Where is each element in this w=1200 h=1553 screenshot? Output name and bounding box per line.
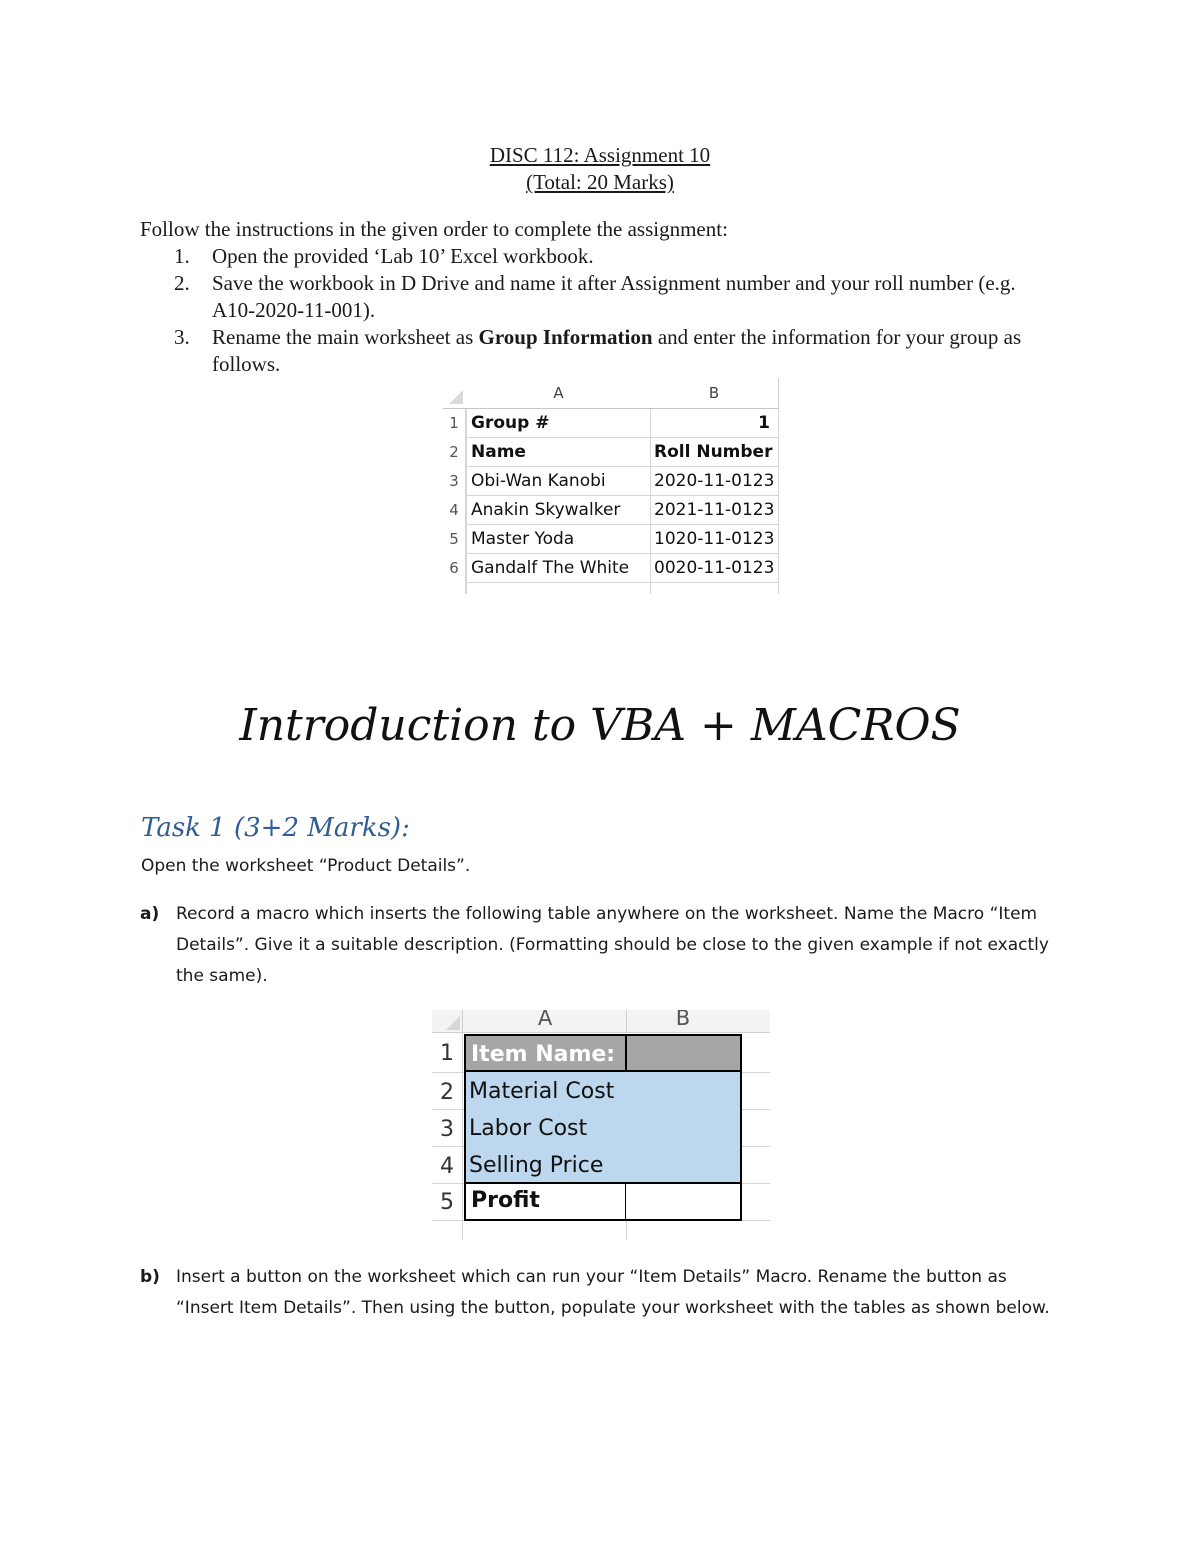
column-header-a: A bbox=[464, 1010, 627, 1032]
column-header-b: B bbox=[675, 1010, 691, 1030]
list-number: 2. bbox=[174, 271, 190, 295]
row-number: 1 bbox=[443, 409, 467, 438]
material-cost-cell: Material Cost bbox=[469, 1079, 615, 1104]
labor-cost-cell: Labor Cost bbox=[469, 1116, 588, 1141]
row-number: 4 bbox=[440, 1154, 454, 1179]
part-label: b) bbox=[140, 1267, 160, 1287]
table-row-partial bbox=[443, 583, 788, 594]
list-item bbox=[140, 270, 1050, 324]
table-row bbox=[443, 438, 788, 467]
part-label: a) bbox=[140, 904, 160, 924]
cell-a: Name bbox=[467, 438, 651, 467]
row-number: 3 bbox=[440, 1117, 454, 1142]
list-text-before: Rename the main worksheet as bbox=[212, 325, 479, 349]
list-item bbox=[140, 243, 1050, 270]
row-number bbox=[443, 583, 467, 594]
cell-a: Obi-Wan Kanobi bbox=[467, 467, 651, 496]
cell-a: Group # bbox=[467, 409, 651, 438]
cell-a bbox=[467, 583, 651, 594]
list-text: Save the workbook in D Drive and name it after Assignment number and your roll number (e.g. A10-2020-11-001). bbox=[212, 271, 1016, 322]
table-row bbox=[443, 409, 788, 438]
column-header-b: B bbox=[650, 378, 779, 409]
row-number: 4 bbox=[443, 496, 467, 525]
select-all-corner bbox=[432, 1010, 463, 1032]
cell-b: 2020-11-0123 bbox=[650, 467, 779, 496]
task-open-text: Open the worksheet “Product Details”. bbox=[141, 856, 471, 876]
row-number: 5 bbox=[440, 1190, 454, 1215]
gridline bbox=[626, 1220, 627, 1240]
table-row bbox=[443, 525, 788, 554]
gridline bbox=[462, 1032, 463, 1240]
list-text-bold: Group Information bbox=[478, 325, 653, 349]
row-number-partial bbox=[432, 1222, 462, 1240]
table-row bbox=[443, 496, 788, 525]
cell-b: 1 bbox=[650, 409, 779, 438]
row-number: 1 bbox=[440, 1041, 454, 1066]
profit-cell: Profit bbox=[464, 1184, 626, 1221]
group-info-table bbox=[443, 378, 788, 594]
task-heading: Task 1 (3+2 Marks): bbox=[141, 813, 410, 843]
list-text: Open the provided ‘Lab 10’ Excel workbook. bbox=[212, 244, 594, 268]
cell-b bbox=[650, 583, 779, 594]
item-name-value-cell bbox=[626, 1034, 742, 1072]
part-text: Insert a button on the worksheet which can run your “Item Details” Macro. Rename the button as “Insert Item Details”. Then using the button, populate your worksheet with the tables as shown below. bbox=[176, 1267, 1050, 1318]
cell-a: Gandalf The White bbox=[467, 554, 651, 583]
cell-a: Master Yoda bbox=[467, 525, 651, 554]
row-number: 3 bbox=[443, 467, 467, 496]
intro-text: Follow the instructions in the given order to complete the assignment: bbox=[140, 217, 728, 241]
row-number: 2 bbox=[440, 1080, 454, 1105]
column-header-a: A bbox=[467, 378, 651, 409]
task-part-b bbox=[140, 1262, 1060, 1324]
list-item bbox=[140, 324, 1050, 378]
item-details-table bbox=[432, 1010, 770, 1240]
row-number: 2 bbox=[443, 438, 467, 467]
cell-b: Roll Number bbox=[650, 438, 779, 467]
title-line-1: DISC 112: Assignment 10 bbox=[489, 143, 711, 167]
selling-price-cell: Selling Price bbox=[469, 1153, 604, 1178]
cell-a: Anakin Skywalker bbox=[467, 496, 651, 525]
cell-b: 1020-11-0123 bbox=[650, 525, 779, 554]
profit-value-cell bbox=[626, 1184, 742, 1221]
cell-b: 0020-11-0123 bbox=[650, 554, 779, 583]
main-heading: Introduction to VBA + MACROS bbox=[239, 700, 961, 751]
item-name-cell: Item Name: bbox=[464, 1034, 626, 1072]
task-part-a bbox=[140, 899, 1060, 992]
select-all-corner bbox=[443, 378, 468, 409]
title-line-2: (Total: 20 Marks) bbox=[526, 170, 674, 194]
row-number: 6 bbox=[443, 554, 467, 583]
list-number: 1. bbox=[174, 244, 190, 268]
list-text-after: and enter the information for your group as follows. bbox=[212, 325, 1022, 376]
document-title bbox=[0, 142, 1200, 196]
table-row bbox=[443, 554, 788, 583]
part-text: Record a macro which inserts the following table anywhere on the worksheet. Name the Macro “Item Details”. Give it a suitable description. (Formatting should be close to the given example if not exactly the same). bbox=[176, 904, 1049, 986]
instruction-list bbox=[140, 243, 1050, 378]
list-number: 3. bbox=[174, 325, 190, 349]
row-number: 5 bbox=[443, 525, 467, 554]
cell-b: 2021-11-0123 bbox=[650, 496, 779, 525]
table-row bbox=[443, 467, 788, 496]
